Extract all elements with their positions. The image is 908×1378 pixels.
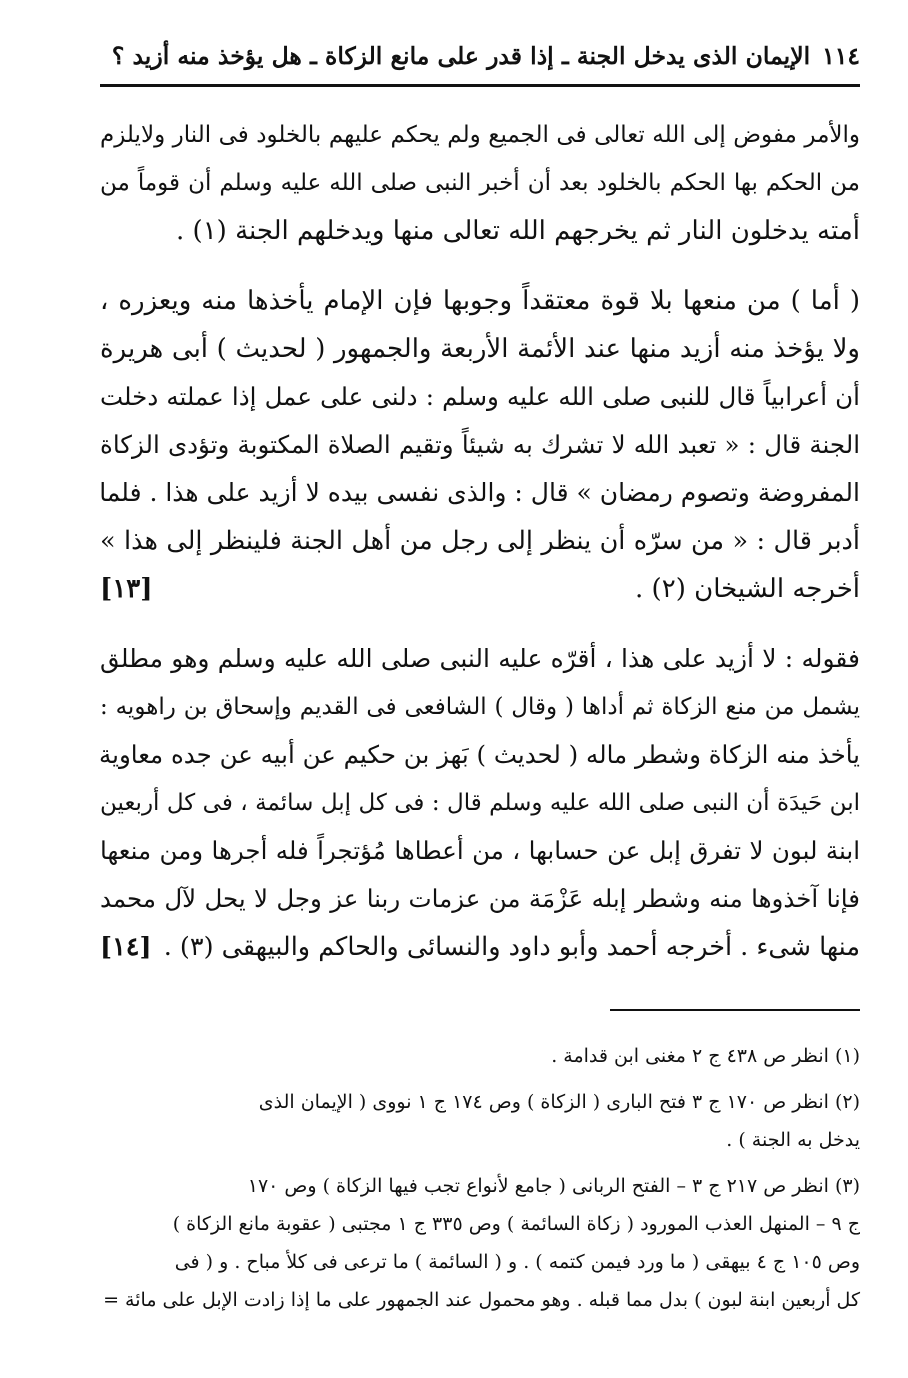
text-line: فقوله : لا أزيد على هذا ، أقرّه عليه النبى صلى الله عليه وسلم وهو مطلق: [100, 644, 860, 673]
running-header: [100, 36, 860, 87]
footnotes: [100, 1037, 860, 1319]
text-line: ( أما ) من منعها بلا قوة معتقداً وجوبها فإن الإمام يأخذها منه ويعزره ،: [100, 286, 860, 316]
footnote-line: (٢) انظر ص ١٧٠ ج ٣ فتح البارى ( الزكاة ) وص ١٧٤ ج ١ نووى ( الإيمان الذى: [258, 1091, 860, 1113]
footnote-line: كل أربعين ابنة لبون ) بدل مما قبله . وهو محمول عند الجمهور على ما إذا زادت الإبل على مائة =: [103, 1289, 860, 1311]
paragraph: [100, 277, 860, 613]
text-line: [100, 923, 860, 971]
footnote: [100, 1037, 860, 1075]
text-line: [100, 565, 860, 613]
book-page: [100, 36, 860, 1319]
footnote-line: يدخل به الجنة ) .: [726, 1129, 860, 1151]
text-line: الجنة قال : « تعبد الله لا تشرك به شيئاً وتقيم الصلاة المكتوبة وتؤدى الزكاة: [100, 430, 860, 459]
running-title: الإيمان الذى يدخل الجنة ـ إذا قدر على مانع الزكاة ـ هل يؤخذ منه أزيد ؟: [111, 42, 811, 70]
footnote-separator: [610, 1009, 860, 1011]
text-line: أمته يدخلون النار ثم يخرجهم الله تعالى منها ويدخلهم الجنة (١) .: [176, 216, 860, 246]
text-line: والأمر مفوض إلى الله تعالى فى الجميع ولم يحكم عليهم بالخلود فى النار ولايلزم: [100, 122, 860, 148]
text-line-content: منها شىء . أخرجه أحمد وأبو داود والنسائى والحاكم والبيهقى (٣) .: [163, 932, 860, 962]
paragraph: [100, 635, 860, 971]
footnote-line: وص ١٠٥ ج ٤ بيهقى ( ما ورد فيمن كتمه ) . و ( السائمة ) ما ترعى فى كلأ مباح . و ( فى: [174, 1251, 860, 1273]
footnote-line: (١) انظر ص ٤٣٨ ج ٢ مغنى ابن قدامة .: [551, 1045, 860, 1067]
text-line: أن أعرابياً قال للنبى صلى الله عليه وسلم : دلنى على عمل إذا عملته دخلت: [100, 382, 860, 411]
text-line: ابنة لبون لا تفرق إبل عن حسابها ، من أعطاها مُؤتجراً فله أجرها ومن منعها: [100, 836, 860, 865]
footnote: [100, 1167, 860, 1319]
hadith-number: [١٤]: [100, 932, 152, 962]
text-line: يأخذ منه الزكاة وشطر ماله ( لحديث ) بَهز بن حكيم عن أبيه عن جده معاوية: [98, 740, 860, 769]
text-line: أدبر قال : « من سرّه أن ينظر إلى رجل من أهل الجنة فلينظر إلى هذا »: [100, 526, 860, 556]
text-line-content: أخرجه الشيخان (٢) .: [635, 574, 860, 604]
body-text: [100, 111, 860, 971]
footnote-line: (٣) انظر ص ٢١٧ ج ٣ – الفتح الربانى ( جامع لأنواع تجب فيها الزكاة ) وص ١٧٠: [247, 1175, 860, 1197]
text-line: فإنا آخذوها منه وشطر إبله عَزْمَة من عزمات ربنا عز وجل لا يحل لآل محمد: [100, 884, 860, 913]
text-line: المفروضة وتصوم رمضان » قال : والذى نفسى بيده لا أزيد على هذا . فلما: [99, 478, 860, 507]
page-number: ١١٤: [822, 42, 860, 70]
text-line: من الحكم بها الحكم بالخلود بعد أن أخبر النبى صلى الله عليه وسلم أن قوماً من: [100, 170, 860, 196]
text-line: ابن حَيدَة أن النبى صلى الله عليه وسلم قال : فى كل إبل سائمة ، فى كل أربعين: [100, 790, 860, 816]
paragraph: [100, 111, 860, 255]
hadith-number: [١٣]: [100, 574, 153, 604]
text-line: يشمل من منع الزكاة ثم أداها ( وقال ) الشافعى فى القديم وإسحاق بن راهويه :: [100, 694, 860, 720]
footnote: [100, 1083, 860, 1159]
text-line: ولا يؤخذ منه أزيد منها عند الأئمة الأربعة والجمهور ( لحديث ) أبى هريرة: [100, 334, 860, 364]
footnote-line: ج ٩ – المنهل العذب المورود ( زكاة السائمة ) وص ٣٣٥ ج ١ مجتبى ( عقوبة مانع الزكاة ): [172, 1213, 860, 1235]
